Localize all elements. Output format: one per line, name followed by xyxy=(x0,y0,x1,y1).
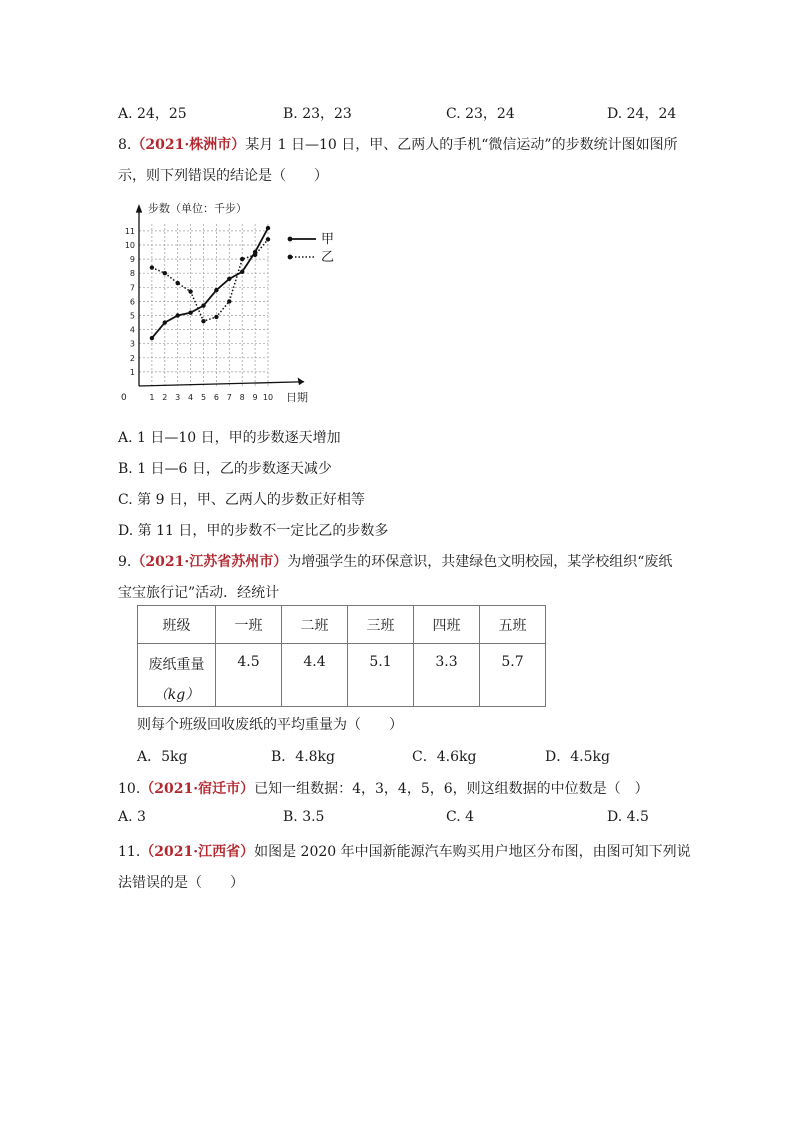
series-1-point xyxy=(163,271,167,275)
x-tick-label: 6 xyxy=(213,393,219,402)
q9-stem-line1 xyxy=(118,551,672,571)
series-0-point xyxy=(214,288,218,292)
series-line-0 xyxy=(152,228,268,338)
q10-option-b: B. 3.5 xyxy=(283,809,325,825)
q8-number: 8. xyxy=(118,137,132,153)
y-tick-label: 10 xyxy=(124,241,135,250)
q9-stem-line2: 宝宝旅行记”活动．经统计 xyxy=(118,585,280,601)
header-class-5: 五班 xyxy=(480,606,546,644)
table-row xyxy=(138,644,546,707)
q8-option-c: C. 第 9 日，甲、乙两人的步数正好相等 xyxy=(118,492,365,508)
series-1-point xyxy=(150,265,154,269)
series-1-point xyxy=(176,281,180,285)
y-tick-label: 2 xyxy=(129,353,135,363)
row-label-weight: 废纸重量 （kg） xyxy=(138,644,216,707)
y-tick-label: 7 xyxy=(129,283,135,293)
x-axis-label: 日期 xyxy=(286,391,308,404)
y-tick-label: 8 xyxy=(129,269,135,279)
q9-option-a: A．5kg xyxy=(137,749,188,765)
series-1-point xyxy=(201,319,205,323)
chart-series xyxy=(150,226,271,340)
series-1-point xyxy=(227,299,231,303)
y-tick-label: 11 xyxy=(124,226,135,236)
series-0-point xyxy=(163,320,167,324)
series-0-point xyxy=(176,313,180,317)
q11-stem-line1 xyxy=(118,841,691,861)
q9-text-1: 为增强学生的环保意识，共建绿色文明校园，某学校组织“废纸 xyxy=(287,554,673,570)
q9-option-c: C．4.6kg xyxy=(412,749,477,765)
q9-question: 则每个班级回收废纸的平均重量为（ ） xyxy=(137,717,403,733)
series-1-point xyxy=(266,237,270,241)
q9-option-b: B．4.8kg xyxy=(271,749,335,765)
x-tick-label: 7 xyxy=(226,393,232,402)
q10-stem xyxy=(118,778,649,798)
q10-option-d: D. 4.5 xyxy=(607,809,649,825)
q8-stem-line1 xyxy=(118,134,678,154)
header-class-1: 一班 xyxy=(216,606,282,644)
chart-axes xyxy=(136,204,304,386)
q10-option-a: A. 3 xyxy=(118,809,146,825)
header-class-3: 三班 xyxy=(348,606,414,644)
q8-option-a: A. 1 日—10 日，甲的步数逐天增加 xyxy=(118,430,341,446)
q8-stem-line2: 示，则下列错误的结论是（ ） xyxy=(118,168,328,184)
x-tick-label: 10 xyxy=(262,393,274,402)
y-tick-label: 6 xyxy=(129,297,135,307)
series-0-point xyxy=(150,336,154,340)
value-class-2: 4.4 xyxy=(282,644,348,707)
q10-text: 已知一组数据：4，3，4，5，6，则这组数据的中位数是（ ） xyxy=(254,781,649,797)
value-class-3: 5.1 xyxy=(348,644,414,707)
q7-option-d: D. 24，24 xyxy=(607,106,677,122)
q9-number: 9. xyxy=(118,554,132,570)
origin-label: 0 xyxy=(121,393,127,403)
q9-options xyxy=(0,746,794,766)
x-tick-label: 8 xyxy=(239,393,245,402)
q11-source: （2021·江西省） xyxy=(140,844,255,860)
q7-option-a: A. 24，25 xyxy=(118,106,187,122)
header-class: 班级 xyxy=(138,606,216,644)
q8-option-b: B. 1 日—6 日，乙的步数逐天减少 xyxy=(118,461,332,477)
table-header-row xyxy=(138,606,546,644)
x-tick-label: 3 xyxy=(175,393,181,402)
q10-source: （2021·宿迁市） xyxy=(140,781,255,797)
y-tick-label: 4 xyxy=(129,325,135,335)
x-axis xyxy=(139,382,304,386)
q11-stem-line2: 法错误的是（ ） xyxy=(118,875,244,891)
legend-label-jia: 甲 xyxy=(321,232,335,247)
q8-option-d: D. 第 11 日，甲的步数不一定比乙的步数多 xyxy=(118,523,389,539)
x-tick-label: 4 xyxy=(188,393,194,402)
step-chart xyxy=(118,195,358,410)
series-1-point xyxy=(253,253,257,257)
value-class-4: 3.3 xyxy=(414,644,480,707)
x-tick-label: 9 xyxy=(252,393,258,402)
q7-option-b: B. 23，23 xyxy=(283,106,352,122)
y-axis-label: 步数（单位：千步） xyxy=(148,202,247,215)
y-tick-label: 9 xyxy=(129,255,135,265)
q10-option-c: C. 4 xyxy=(446,809,475,825)
q8-source: （2021·株洲市） xyxy=(131,137,246,153)
q10-options xyxy=(0,809,794,829)
value-class-5: 5.7 xyxy=(480,644,546,707)
series-0-point xyxy=(227,277,231,281)
header-class-4: 四班 xyxy=(414,606,480,644)
q10-number: 10. xyxy=(118,781,141,797)
series-line-1 xyxy=(152,239,268,321)
x-axis-arrow xyxy=(298,378,304,386)
q11-number: 11. xyxy=(118,844,141,860)
value-class-1: 4.5 xyxy=(216,644,282,707)
x-tick-label: 5 xyxy=(200,393,207,402)
series-0-point xyxy=(240,270,244,274)
y-tick-label: 5 xyxy=(129,311,135,321)
chart-ticks xyxy=(125,227,273,402)
y-axis-arrow xyxy=(136,204,142,212)
q11-text-1: 如图是 2020 年中国新能源汽车购买用户地区分布图，由图可知下列说 xyxy=(254,844,691,860)
legend-label-yi: 乙 xyxy=(321,250,335,265)
series-1-point xyxy=(188,289,192,293)
y-tick-label: 1 xyxy=(129,367,135,377)
series-0-point xyxy=(201,303,205,307)
x-tick-label: 1 xyxy=(149,393,155,402)
x-tick-label: 2 xyxy=(162,393,168,402)
q9-option-d: D．4.5kg xyxy=(545,749,610,765)
legend xyxy=(288,232,334,265)
q7-options xyxy=(0,103,794,123)
series-1-point xyxy=(240,257,244,261)
q9-source: （2021·江苏省苏州市） xyxy=(131,554,288,570)
series-1-point xyxy=(214,315,218,319)
q8-text-1: 某月 1 日—10 日，甲、乙两人的手机“微信运动”的步数统计图如图所 xyxy=(245,137,678,153)
q7-option-c: C. 23，24 xyxy=(446,106,515,122)
header-class-2: 二班 xyxy=(282,606,348,644)
waste-paper-table xyxy=(137,605,546,707)
series-0-point xyxy=(266,226,270,230)
series-0-point xyxy=(188,310,192,314)
y-tick-label: 3 xyxy=(129,339,135,349)
